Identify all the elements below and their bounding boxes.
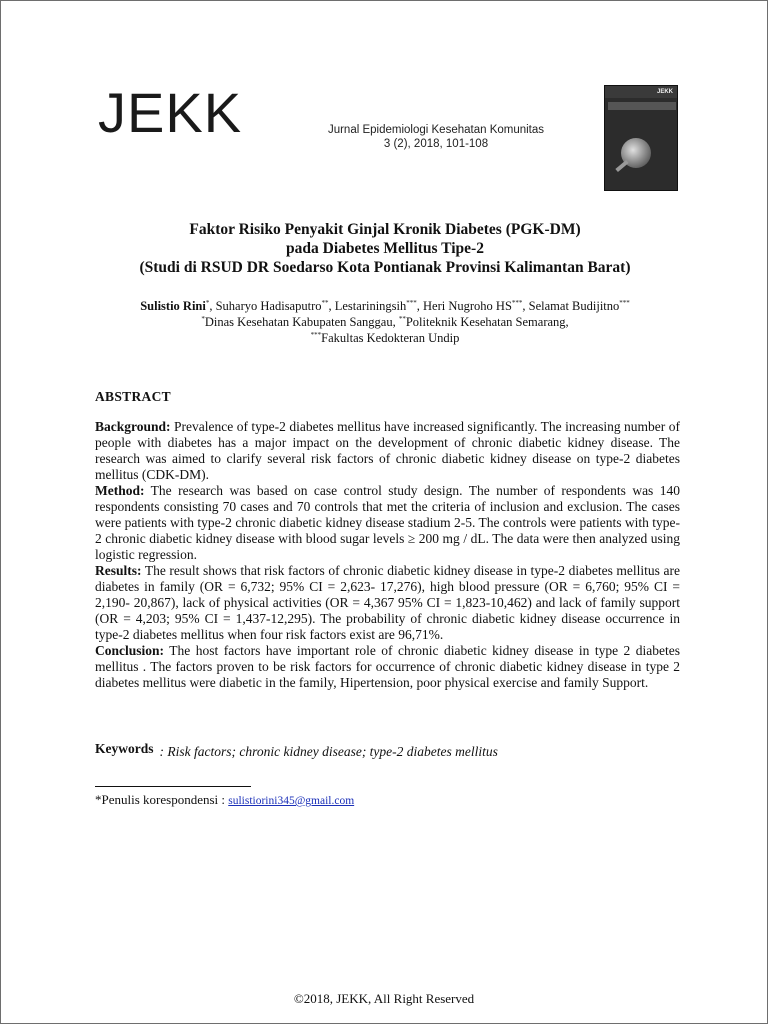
author-name: Selamat Budijitno <box>528 299 620 313</box>
abstract-body <box>95 419 680 691</box>
background-label: Background: <box>95 419 171 434</box>
email-link[interactable]: sulistiorini345@gmail.com <box>228 795 355 807</box>
author-name: Heri Nugroho HS <box>423 299 512 313</box>
footnote-divider <box>95 786 251 787</box>
copyright-footer: ©2018, JEKK, All Right Reserved <box>293 991 475 1006</box>
affiliation-line-2 <box>61 330 709 346</box>
title-line-1: Faktor Risiko Penyakit Ginjal Kronik Diabetes (PGK-DM) <box>189 221 581 238</box>
author-list: Sulistio Rini*, Suharyo Hadisaputro**, Lestariningsih***, Heri Nugroho HS***, Selamat Budijitno*** <box>140 298 630 313</box>
results-text: The result shows that risk factors of chronic diabetic kidney disease in type-2 diabetes mellitus are diabetes in family (OR = 6,732; 95% CI = 2,623- 17,276), high blood pressure (OR = 6,760; 95% CI = 2,190- 20,867), lack of physical activities (OR = 4,367 95% CI = 1,823-10,462) and lack of family support (OR = 4,203; 95% CI = 1,437-12,295). The probability of chronic diabetic kidney disease occurrence in type-2 diabetes mellitus when four risk factors exist are 96,71%. <box>95 563 680 642</box>
author-mark: *** <box>511 298 523 307</box>
keywords <box>95 741 680 757</box>
affiliation-text: Politeknik Kesehatan Semarang, <box>405 315 569 329</box>
author-block <box>61 298 709 346</box>
keywords-text: : Risk factors; chronic kidney disease; type-2 diabetes mellitus <box>159 744 498 759</box>
journal-issue: 3 (2), 2018, 101-108 <box>383 138 489 150</box>
affiliation-line-1 <box>61 314 709 330</box>
affiliation-mark: * <box>201 314 205 323</box>
author-mark: *** <box>619 298 630 307</box>
paper-title <box>61 220 709 277</box>
author-mark: * <box>205 298 210 307</box>
author-name: Suharyo Hadisaputro <box>215 299 322 313</box>
journal-cover-image <box>604 85 678 191</box>
paper-page <box>1 1 767 1023</box>
title-line-3: (Studi di RSUD DR Soedarso Kota Pontianak Provinsi Kalimantan Barat) <box>139 259 631 276</box>
author-mark: *** <box>406 298 417 307</box>
cover-label: JEKK <box>656 89 673 95</box>
affiliation-text: Fakultas Kedokteran Undip <box>321 331 460 345</box>
affiliation-mark: *** <box>310 330 322 339</box>
affiliation-mark: ** <box>398 314 406 323</box>
results-paragraph <box>95 563 680 643</box>
abstract-heading: ABSTRACT <box>95 389 171 404</box>
author-mark: ** <box>321 298 329 307</box>
journal-logo: JEKK <box>98 81 243 144</box>
keywords-label: Keywords <box>95 741 154 756</box>
conclusion-text: The host factors have important role of chronic diabetic kidney disease in type 2 diabetes mellitus . The factors proven to be risk factors for occurrence of chronic diabetic kidney disease in type 2 diabetes mellitus were diabetic in the family, Hipertension, poor physical exercise and family Support. <box>95 643 680 690</box>
method-label: Method: <box>95 483 145 498</box>
method-text: The research was based on case control study design. The number of respondents was 140 respondents consisting 70 cases and 70 controls that met the criteria of inclusion and exclusion. The cases were patients with type-2 chronic diabetic kidney disease stadium 2-5. The controls were patients with type-2 chronic diabetic kidney disease with blood sugar levels ≥ 200 mg / dL. The data were then analyzed using logistic regression. <box>95 483 680 562</box>
background-text: Prevalence of type-2 diabetes mellitus have increased significantly. The increasing number of people with diabetes has a major impact on the development of chronic diabetic kidney disease. The research was aimed to clarify several risk factors of chronic diabetic kidney disease on type-2 diabetes mellitus (CDK-DM). <box>95 419 681 482</box>
footnote-label: *Penulis korespondensi : <box>95 792 229 807</box>
journal-info <box>291 123 581 151</box>
magnifier-handle <box>615 160 628 172</box>
background-paragraph <box>95 419 680 483</box>
results-label: Results: <box>95 563 142 578</box>
author-name: Sulistio Rini <box>140 299 206 313</box>
conclusion-paragraph <box>95 643 680 691</box>
author-name: Lestariningsih <box>334 299 407 313</box>
affiliation-text: Dinas Kesehatan Kabupaten Sanggau, <box>204 315 399 329</box>
cover-title-band <box>608 102 676 110</box>
journal-name: Jurnal Epidemiologi Kesehatan Komunitas <box>327 124 545 136</box>
corresponding-author-footnote <box>95 792 354 808</box>
method-paragraph <box>95 483 680 563</box>
title-line-2: pada Diabetes Mellitus Tipe-2 <box>286 240 484 257</box>
conclusion-label: Conclusion: <box>95 643 165 658</box>
